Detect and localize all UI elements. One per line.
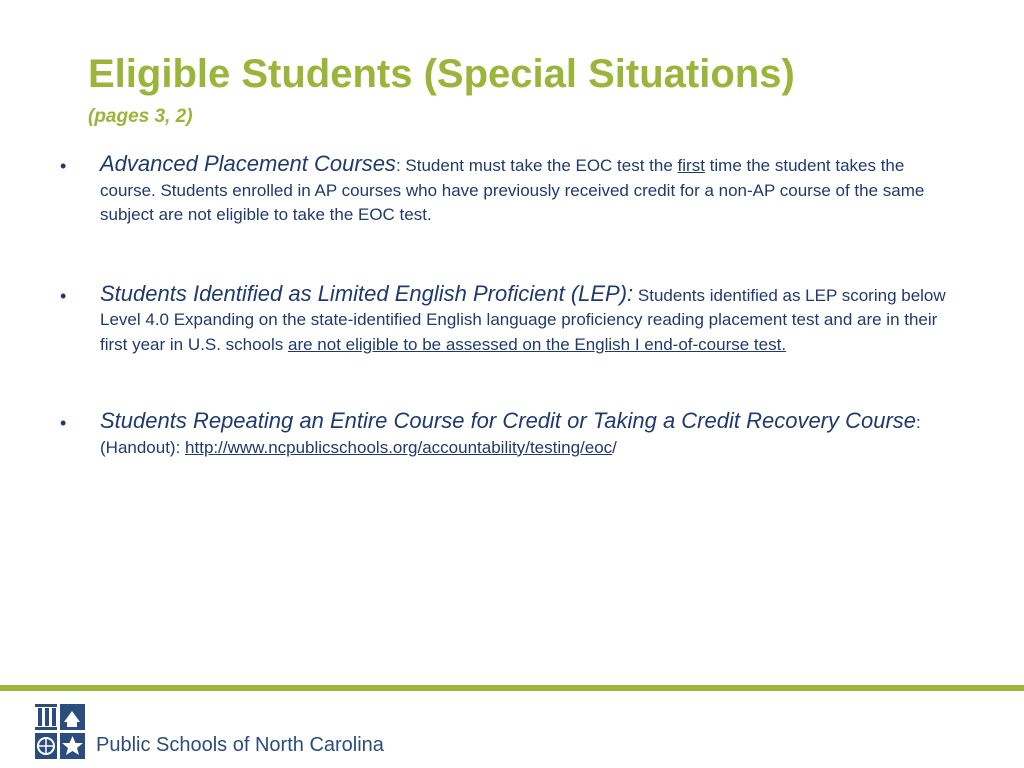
bullet-list xyxy=(60,152,960,460)
bullet-heading: Advanced Placement Courses xyxy=(100,151,396,176)
bullet-text: : (Handout): xyxy=(100,413,921,457)
bullet-emphasis: are not eligible to be assessed on the English I end-of-course test. xyxy=(288,334,787,354)
slide-title: Eligible Students (Special Situations) xyxy=(88,52,795,96)
bullet-marker: • xyxy=(60,285,67,306)
bullet-heading: Students Identified as Limited English Proficient (LEP): xyxy=(100,280,634,306)
bullet-emphasis: first xyxy=(677,156,705,175)
bullet-marker: • xyxy=(60,413,67,433)
footer-org-name: Public Schools of North Carolina xyxy=(96,734,384,756)
bullet-marker: • xyxy=(60,156,67,176)
footer-divider xyxy=(0,685,1024,691)
bullet-text: / xyxy=(612,437,617,457)
bullet-text: Student must take the EOC test the xyxy=(400,156,678,175)
bullet-ap-courses xyxy=(60,152,960,228)
bullet-heading: Students Repeating an Entire Course for Credit or Taking a Credit Recovery Course xyxy=(100,408,917,433)
bullet-repeating-course xyxy=(60,409,960,460)
slide-subtitle: (pages 3, 2) xyxy=(88,106,193,127)
eoc-testing-link[interactable]: http://www.ncpublicschools.org/accountability/testing/eoc xyxy=(185,437,613,457)
bullet-text: Students identified as LEP scoring below Level 4.0 Expanding on the state-identified English language proficiency reading placement test and are in their first year in U.S. schools xyxy=(100,285,946,354)
nc-public-schools-logo-icon xyxy=(34,702,88,760)
bullet-lep xyxy=(60,282,960,358)
bullet-heading-colon: : xyxy=(395,156,401,175)
bullet-text: time the student takes the course. Students enrolled in AP courses who have previously received credit for a non-AP course of the same subject are not eligible to take the EOC test. xyxy=(100,156,925,224)
